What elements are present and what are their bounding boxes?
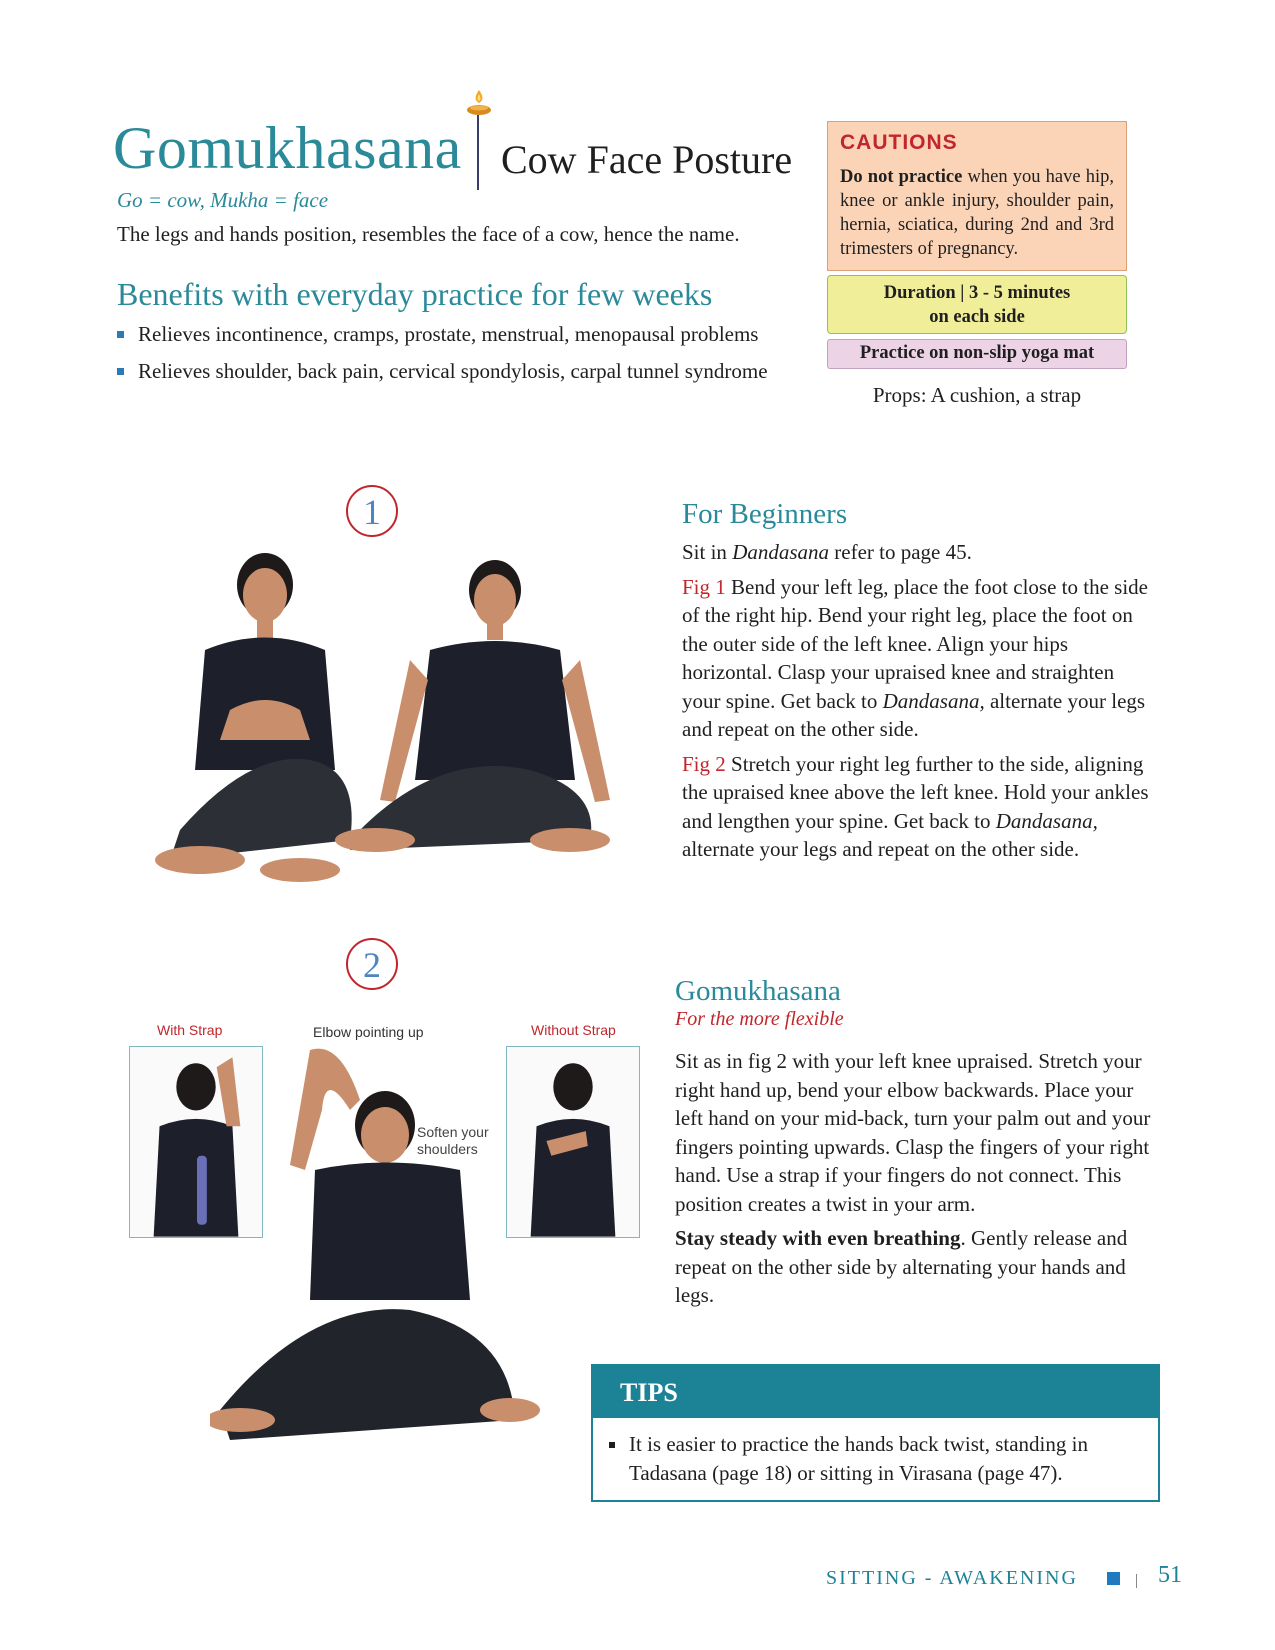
figure-number-1: 1 xyxy=(346,485,398,537)
bullet-icon xyxy=(117,368,124,375)
benefit-text: Relieves shoulder, back pain, cervical spondylosis, carpal tunnel syndrome xyxy=(138,359,768,383)
advanced-para2 xyxy=(675,1224,1153,1310)
bullet-icon xyxy=(609,1442,615,1448)
figure-number-2: 2 xyxy=(346,938,398,990)
label-with-strap: With Strap xyxy=(157,1022,223,1038)
tips-box xyxy=(591,1364,1160,1502)
title-divider xyxy=(477,115,479,190)
fig2-label: Fig 2 xyxy=(682,751,726,776)
figure-1-photo xyxy=(110,540,640,900)
advanced-heading: Gomukhasana xyxy=(675,975,841,1007)
duration-line1: Duration | 3 - 5 minutes xyxy=(883,283,1071,303)
duration-box xyxy=(827,275,1127,334)
advanced-text xyxy=(675,1047,1153,1316)
cautions-body: when you have hip, knee or ankle injury, shoulder pain, hernia, sciatica, during 2nd and 3rd trimesters of pregnancy. xyxy=(840,167,1114,259)
mat-note: Practice on non-slip yoga mat xyxy=(827,339,1127,369)
duration-line2: on each side xyxy=(929,307,1025,327)
text-run: Sit in xyxy=(682,540,733,564)
footer-square-icon xyxy=(1107,1572,1120,1585)
benefit-item xyxy=(117,322,758,347)
beginners-fig2 xyxy=(682,750,1152,864)
text-run: alternate your legs and repeat on the other side. xyxy=(682,837,1080,861)
seated-figure-right xyxy=(335,560,610,852)
advanced-para1: Sit as in fig 2 with your left knee upraised. Stretch your right hand up, bend your elbow backwards. Place your left hand on your mid-back, turn your palm out and your fingers pointing upwards. Clasp the fingers of your right hand. Use a strap if your fingers do not connect. This position creates a twist in your arm. xyxy=(675,1049,1151,1216)
beginners-text xyxy=(682,538,1152,870)
tips-item-text: It is easier to practice the hands back twist, standing in Tadasana (page 18) or sitting in Virasana (page 47). xyxy=(629,1432,1088,1485)
footer-section: SITTING - AWAKENING xyxy=(826,1567,1078,1589)
text-run-italic: Dandasana xyxy=(732,540,830,564)
beginners-fig1 xyxy=(682,573,1152,744)
cautions-heading: CAUTIONS xyxy=(840,131,958,154)
text-run-bold: Stay steady with even breathing xyxy=(675,1226,961,1250)
figure-2-photo xyxy=(210,1040,540,1470)
text-run-italic: Dandasana, xyxy=(882,688,985,713)
intro-text: The legs and hands position, resembles the face of a cow, hence the name. xyxy=(117,222,740,246)
benefit-text: Relieves incontinence, cramps, prostate, menstrual, menopausal problems xyxy=(138,322,759,346)
text-run: refer to page 45. xyxy=(829,540,972,564)
label-elbow: Elbow pointing up xyxy=(313,1024,424,1040)
text-run: Stretch your right leg further to the side, aligning the upraised knee above the left knee. Hold your ankles and lengthen your spine. Get back to xyxy=(682,751,1149,833)
text-run: . Gently release and repeat on the other side by alternating your hands and legs. xyxy=(675,1226,1128,1307)
label-soften: Soften your shoulders xyxy=(417,1124,489,1157)
cautions-text xyxy=(840,165,1114,261)
props-note: Props: A cushion, a strap xyxy=(872,383,1082,407)
page-number: 51 xyxy=(1158,1562,1182,1588)
tips-item xyxy=(593,1418,1158,1488)
beginners-intro xyxy=(682,538,1152,567)
label-without-strap: Without Strap xyxy=(531,1022,616,1038)
advanced-subheading: For the more flexible xyxy=(675,1008,844,1030)
text-run: alternate your legs and repeat on the other side. xyxy=(682,688,1146,741)
page-subtitle: Cow Face Posture xyxy=(501,137,793,182)
oil-lamp-icon xyxy=(465,88,493,122)
page-title: Gomukhasana xyxy=(113,115,462,181)
beginners-heading: For Beginners xyxy=(682,498,848,530)
without-strap-photo xyxy=(506,1046,640,1238)
benefits-heading: Benefits with everyday practice for few weeks xyxy=(117,276,713,312)
footer-divider xyxy=(1136,1574,1137,1588)
cautions-box xyxy=(827,121,1127,271)
cautions-lead: Do not practice xyxy=(840,167,963,187)
etymology: Go = cow, Mukha = face xyxy=(117,188,329,212)
text-run-italic: Dandasana, xyxy=(995,808,1098,833)
bullet-icon xyxy=(117,331,124,338)
seated-figure-left xyxy=(155,553,352,882)
fig1-label: Fig 1 xyxy=(682,574,726,599)
tips-heading: TIPS xyxy=(593,1366,1158,1418)
text-run: Bend your left leg, place the foot close to the side of the right hip. Bend your right leg, place the foot on the outer side of the left knee. Align your hips horizontal. Clasp your upraised knee and straighten your spine. Get back to xyxy=(682,574,1148,713)
benefit-item xyxy=(117,359,768,384)
